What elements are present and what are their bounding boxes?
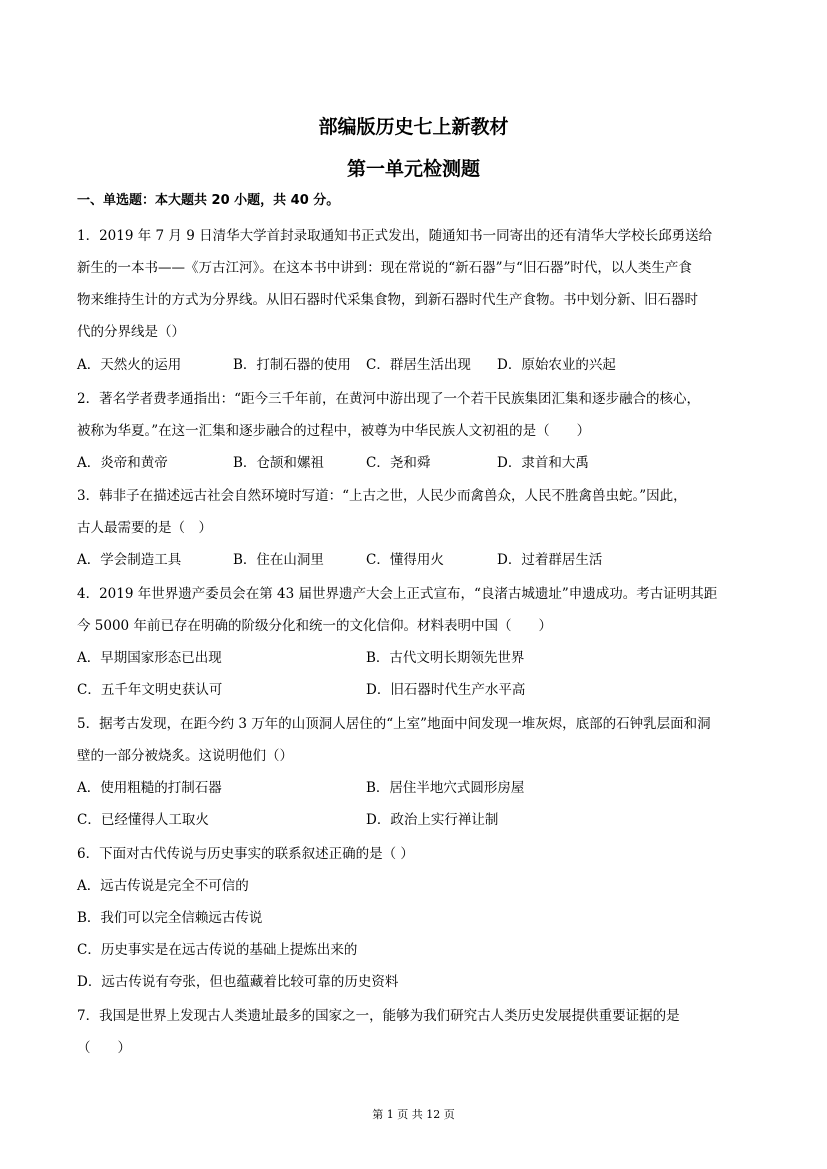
q3-option-d: D．过着群居生活: [497, 552, 603, 568]
q6-stem-line-1: 6．下面对古代传说与历史事实的联系叙述正确的是（ ）: [77, 846, 414, 862]
q4-stem-line-2: 今 5000 年前已存在明确的阶级分化和统一的文化信仰。材料表明中国（ ）: [77, 618, 552, 634]
q3-stem-line-2: 古人最需要的是（ ）: [77, 520, 212, 536]
q1-stem-line-2: 新生的一本书——《万古江河》。在这本书中讲到：现在常说的“新石器”与“旧石器”时代，以人类生产食: [77, 260, 692, 276]
q2-stem-line-2: 被称为华夏。”在这一汇集和逐步融合的过程中，被尊为中华民族人文初祖的是（ ）: [77, 423, 591, 439]
q4-option-a: A．早期国家形态已出现: [77, 650, 222, 666]
q6-option-c: C．历史事实是在远古传说的基础上提炼出来的: [77, 942, 358, 958]
q6-option-d: D．远古传说有夸张，但也蕴藏着比较可靠的历史资料: [77, 974, 399, 990]
q3-stem-line-1: 3．韩非子在描述远古社会自然环境时写道：“上古之世，人民少而禽兽众，人民不胜禽兽虫蛇。”因此，: [77, 488, 687, 504]
q5-option-b: B．居住半地穴式圆形房屋: [366, 780, 525, 796]
q2-option-d: D．隶首和大禹: [497, 455, 589, 471]
q1-option-b: B．打制石器的使用: [233, 357, 351, 373]
q1-stem-line-4: 代的分界线是（）: [77, 324, 185, 340]
q3-option-a: A．学会制造工具: [77, 552, 182, 568]
q1-option-c: C．群居生活出现: [366, 357, 471, 373]
q1-option-a: A．天然火的运用: [77, 357, 182, 373]
q2-stem-line-1: 2．著名学者费孝通指出：“距今三千年前，在黄河中游出现了一个若干民族集团汇集和逐步融合的核心，: [77, 391, 700, 407]
q3-option-c: C．懂得用火: [366, 552, 444, 568]
q1-option-d: D．原始农业的兴起: [497, 357, 616, 373]
q3-option-b: B．住在山洞里: [233, 552, 324, 568]
section-heading: 一、单选题：本大题共 20 小题，共 40 分。: [77, 193, 340, 208]
document-title: 部编版历史七上新教材: [318, 116, 509, 138]
document-subtitle: 第一单元检测题: [346, 158, 480, 180]
page-footer: 第 1 页 共 12 页: [372, 1108, 455, 1121]
q7-stem-line-1: 7．我国是世界上发现古人类遗址最多的国家之一，能够为我们研究古人类历史发展提供重要证据的是: [77, 1008, 680, 1024]
q6-option-b: B．我们可以完全信赖远古传说: [77, 910, 263, 926]
q2-option-a: A．炎帝和黄帝: [77, 455, 168, 471]
q5-option-c: C．已经懂得人工取火: [77, 812, 209, 828]
q1-stem-line-1: 1．2019 年 7 月 9 日清华大学首封录取通知书正式发出，随通知书一同寄出的还有清华大学校长邱勇送给: [77, 228, 713, 244]
q4-option-c: C．五千年文明史获认可: [77, 682, 223, 698]
q4-stem-line-1: 4．2019 年世界遗产委员会在第 43 届世界遗产大会上正式宣布，“良渚古城遗址”申遗成功。考古证明其距: [77, 586, 718, 602]
q5-stem-line-1: 5．据考古发现，在距今约 3 万年的山顶洞人居住的“上室”地面中间发现一堆灰烬，底部的石钟乳层面和洞: [77, 716, 711, 732]
q1-stem-line-3: 物来维持生计的方式为分界线。从旧石器时代采集食物，到新石器时代生产食物。书中划分新、旧石器时: [77, 292, 698, 308]
q2-option-b: B．仓颉和嫘祖: [233, 455, 324, 471]
q2-option-c: C．尧和舜: [366, 455, 431, 471]
q5-stem-line-2: 壁的一部分被烧炙。这说明他们（）: [77, 748, 293, 764]
q7-stem-line-2: （ ）: [77, 1040, 131, 1056]
q5-option-a: A．使用粗糙的打制石器: [77, 780, 222, 796]
q4-option-d: D．旧石器时代生产水平高: [366, 682, 526, 698]
q6-option-a: A．远古传说是完全不可信的: [77, 878, 249, 894]
q4-option-b: B．古代文明长期领先世界: [366, 650, 525, 666]
q5-option-d: D．政治上实行禅让制: [366, 812, 499, 828]
